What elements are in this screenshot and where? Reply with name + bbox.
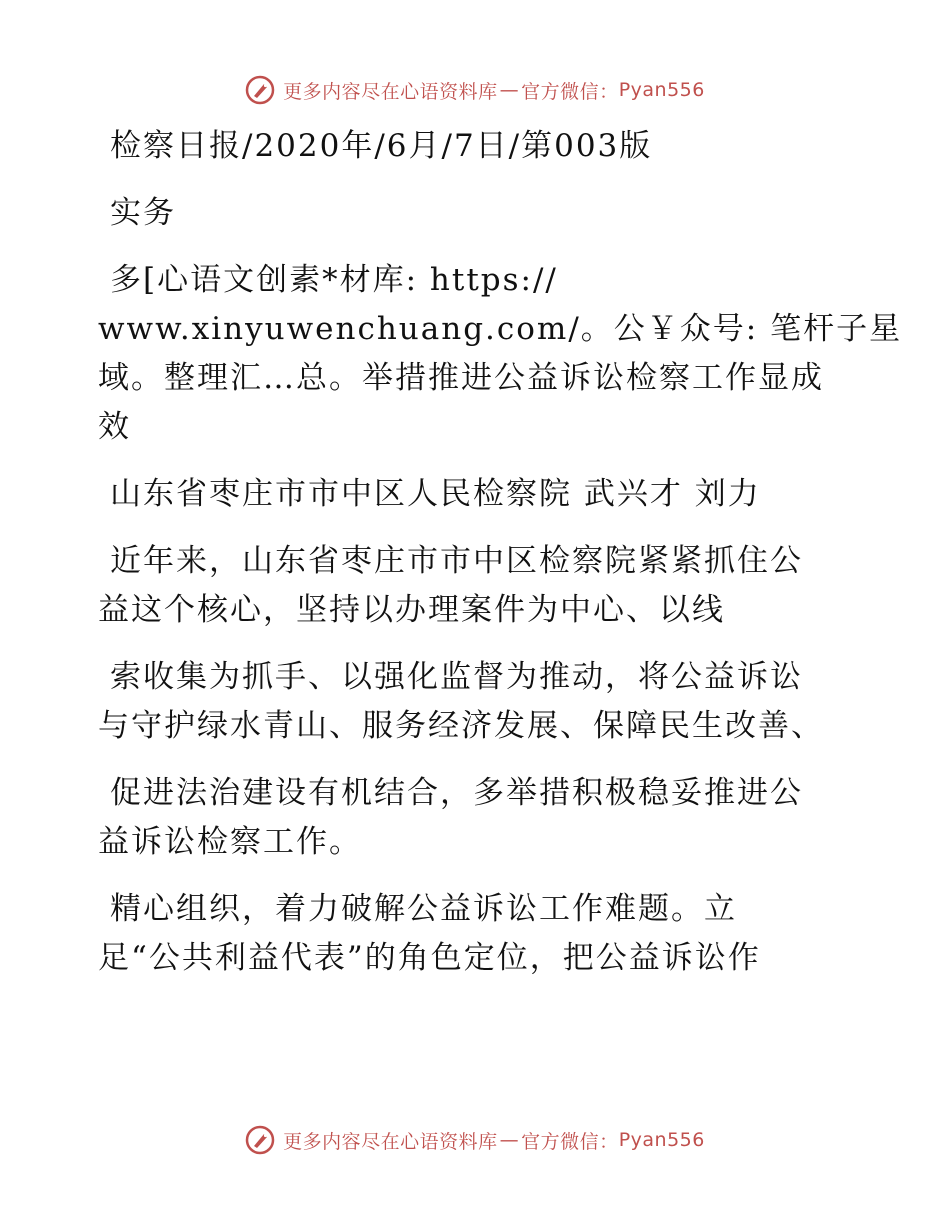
watermark-text: 更多内容尽在心语资料库 (283, 1130, 498, 1153)
paragraph-line: 益这个核心，坚持以办理案件为中心、以线 (98, 592, 725, 628)
watermark-suffix: 官方微信： (521, 80, 619, 103)
paragraph-line: 促进法治建设有机结合，多举措积极稳妥推进公 (110, 775, 803, 811)
pen-nib-logo-icon (245, 75, 275, 105)
article-byline: 山东省枣庄市市中区人民检察院 武兴才 刘力 (110, 476, 761, 512)
pen-nib-logo-icon (245, 1125, 275, 1155)
title-line: 效 (98, 409, 131, 445)
paragraph (98, 769, 858, 867)
paragraph (98, 885, 858, 983)
watermark-banner-top (0, 70, 950, 110)
watermark-separator: — (499, 1129, 520, 1151)
paragraph-line: 近年来，山东省枣庄市市中区检察院紧紧抓住公 (110, 543, 803, 579)
paragraph-line: 与守护绿水青山、服务经济发展、保障民生改善、 (98, 708, 824, 744)
paragraph-line: 精心组织，着力破解公益诉讼工作难题。立 (110, 891, 737, 927)
watermark-handle: Pyan556 (618, 1129, 705, 1151)
article-section: 实务 (110, 195, 176, 231)
paragraph (98, 537, 858, 635)
title-line: 域。整理汇…总。举措推进公益诉讼检察工作显成 (98, 360, 824, 396)
title-line: 多[心语文创素*材库: https:// (110, 262, 558, 298)
paragraph-line: 益诉讼检察工作。 (98, 824, 362, 860)
watermark-suffix: 官方微信： (521, 1130, 619, 1153)
article-title (98, 256, 903, 452)
paragraph-line: 足“公共利益代表”的角色定位，把公益诉讼作 (98, 940, 761, 976)
paragraph (98, 653, 858, 751)
article-source: 检察日报/2020年/6月/7日/第003版 (110, 128, 653, 164)
watermark-handle: Pyan556 (618, 79, 705, 101)
watermark-separator: — (499, 79, 520, 101)
watermark-text: 更多内容尽在心语资料库 (283, 80, 498, 103)
document-body (98, 122, 903, 983)
title-line: www.xinyuwenchuang.com/。公￥众号: 笔杆子星 (98, 311, 903, 347)
paragraph-line: 索收集为抓手、以强化监督为推动，将公益诉讼 (110, 659, 803, 695)
watermark-banner-bottom (0, 1120, 950, 1160)
